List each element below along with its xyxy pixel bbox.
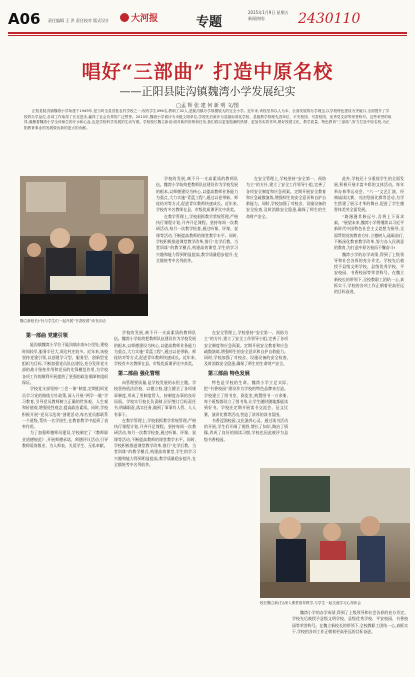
article-intro: 正阳县陡沟镇魏湾小学始建于1949年,是当时全县首批农村学校之一,现有学生496名,教职工32人,是陡沟镇办学规模较大的完全小学。近年来,该校坚持以人为本、全面发展的办学理念,以学校特色建设为突破口,全面提升了学校的办学品位,各项工作取得了长足进步,赢得了社会各界的广泛赞誉。2015年,魏湾小学被评为市级文明单位,学校先后被评为县级标准化学校、县级教学管理先进单位、平安校园、书香校园、优秀党支部等荣誉称号。这些荣誉的取得,凝聚着魏湾小学全体师生的汗水和心血,也是学校科学发展的生动写照。学校校长魏立新说:面对新的形势和任务,我们将以更加饱满的热情、更加务实的作风,唱好校园文化、教学质量、特色教育“三部曲”,努力打造中原名校,为正阳教育事业的发展做出新的更大的贡献。	[24, 109, 392, 130]
page-header	[8, 8, 407, 30]
section-heading-1: 第一部曲 党建引领	[26, 333, 68, 339]
col2-para-1: 学校的发展,离不开一支高素质的教师队伍。魏湾小学始终把教师队伍建设作为学校发展的根本,以师德建设为核心,以提高教师业务能力为重点,大力实施“青蓝工程”,通过以老带新、师徒结对等方式,促进青年教师快速成长。近年来,学校有多名教师在县、市级优质课评比中获奖。	[114, 330, 196, 367]
page-number: A06	[8, 10, 41, 28]
column-1	[22, 330, 108, 670]
col3top-para: 在安全管理上,学校坚持“安全第一、预防为主”的方针,建立了安全工作领导小组,完善了各项安全制度和应急预案。定期开展安全教育和应急疏散演练,增强师生的安全意识和自护自救能力。同时,学校加强了对校舍、设施设备的安全检查,及时消除安全隐患,确保了师生的生命财产安全。	[246, 176, 326, 219]
newspaper-logo	[120, 11, 158, 24]
col1-para-2: 学校党支部坚持“三会一课”制度,定期组织党员学习党的路线方针政策,深入开展“两学一做”学习教育,引导党员教师树立正确的世界观、人生观和价值观,增强党性观念,提高政治素质。同时,学校积极开展“党员示范岗”创建活动,每名党员都联系一个班级,帮扶一名学困生,在教育教学中起到了表率作用。	[22, 386, 108, 430]
col2-para-2: 向管理要质量,是学校发展的永恒主题。学校坚持依法治校、以德立校,建立健全了各项规章制度,形成了用制度管人、按制度办事的良好局面。学校实行校长负责制,层层签订目标责任书,明确职责,落实任务,做到了事事有人管、人人有事干。	[114, 380, 196, 417]
photo1-caption: 魏立新校长(中)与学生们一起开展“书香校园”读书活动	[20, 319, 106, 323]
col1-para-3: 为了加强师德师风建设,学校制定了《教师职业道德规范》,开展师德承诺、师德评议活动,引导教师爱岗敬业、为人师表、关爱学生、无私奉献。	[22, 430, 108, 449]
article-subtitle: ——正阳县陡沟镇魏湾小学发展纪实	[119, 85, 296, 98]
editor-signature: 2430110	[298, 11, 361, 27]
col3-para-2: 特色是学校的生命。魏湾小学立足实际,把“书香校园”建设作为学校的特色品牌来打造。学校建立了图书室、阅览室,购置图书一万余册,每个班级都设立了图书角,让学生随时随地都能读到好书。学校还定期开展读书交流会、征文比赛、演讲比赛等活动,营造了浓厚的读书氛围。	[204, 380, 288, 417]
header-meta: 责任编辑 王 洪 责任校对 版式设计	[48, 18, 110, 23]
photo2-caption: 校长魏立新(右)深入课堂指导教学,与学生一起交流学习心得体会	[260, 601, 361, 605]
col1-para-1: 陡沟镇魏湾小学位于陡沟镇东南5公里处,建校时间较早,服务半径大,周边村庄较多。近年来,该校坚持党建引领,以创建学习型、服务型、创新型党组织为目标,不断加强党员队伍建设,充分发挥党支部的战斗堡垒作用和党员的先锋模范作用,为学校各项工作的顺利开展提供了坚强的政治保障和组织保证。	[22, 342, 108, 386]
column-4	[334, 176, 404, 466]
header-date: 2015年1月9日 星期五	[248, 10, 289, 15]
col4-para-3: 魏湾小学的办学成绩,得到了上级领导和社会各界的充分肯定。学校先后被授予县级文明学校、县级优秀学校、平安校园、书香校园等荣誉称号。在魏立新校长的带领下,全校教职工团结一心,真抓实干,学校的各项工作正朝着更高更远的目标奋进。	[334, 251, 404, 295]
photo2-illustration	[260, 468, 410, 598]
logo-mark-icon	[120, 13, 129, 22]
photo-principal-with-students	[20, 176, 148, 316]
col3-para-1: 在安全管理上,学校坚持“安全第一、预防为主”的方针,建立了安全工作领导小组,完善了各项安全制度和应急预案。定期开展安全教育和应急疏散演练,增强师生的安全意识和自护自救能力。同时,学校加强了对校舍、设施设备的安全检查,及时消除安全隐患,确保了师生的生命财产安全。	[204, 330, 288, 367]
col4-bottom-para: 魏湾小学的办学成绩,得到了上级领导和社会各界的充分肯定。学校先后被授予县级文明学校、县级优秀学校、平安校园、书香校园等荣誉称号。在魏立新校长的带领下,全校教职工团结一心,真抓实干,学校的各项工作正朝着更高更远的目标奋进。	[292, 610, 408, 634]
header-rule	[8, 32, 407, 34]
section-heading-3: 第三部曲 特色发展	[208, 370, 250, 377]
section-title: 专题	[196, 15, 223, 30]
logo-text: 大河报	[131, 14, 159, 24]
header-right	[248, 10, 289, 22]
header-rule-thin	[8, 35, 407, 36]
col2top-para-b: 在教学管理上,学校狠抓教学常规管理,严格执行课程计划,开齐开足课程。坚持每周一次教研活动,每月一次教学检查,通过听课、评课、说课等活动,不断提高教师的课堂教学水平。同时,学校积极推进课堂教学改革,推行“先学后教、当堂训练”的教学模式,构建高效课堂,学生的学习兴趣和能力得到明显提高,教学质量稳步提升,在全镇统考中名列前茅。	[156, 213, 238, 263]
col3-para-3: 书香浸润校园,文化滋养心灵。通过读书活动的开展,学生们开阔了视野,增长了知识,陶冶了情操,养成了良好的阅读习惯,学校也因此被评为县级书香校园。	[204, 417, 288, 442]
col4-para-1: 此外,学校还十分重视学生的全面发展,积极开展丰富多彩的文体活动。每年举办春季运动会、“六一”文艺汇演、经典诵读比赛、书法绘画比赛等活动,为学生搭建了展示才华的舞台,促进了学生德智体美劳全面发展。	[334, 176, 404, 213]
section-heading-2: 第二部曲 强化管理	[118, 370, 160, 377]
col2top-para: 学校的发展,离不开一支高素质的教师队伍。魏湾小学始终把教师队伍建设作为学校发展的根本,以师德建设为核心,以提高教师业务能力为重点,大力实施“青蓝工程”,通过以老带新、师徒结对等方式,促进青年教师快速成长。近年来,学校有多名教师在县、市级优质课评比中获奖。	[156, 176, 238, 213]
header-hotline: 新闻热线:	[248, 16, 266, 21]
col2-para-3: 在教学管理上,学校狠抓教学常规管理,严格执行课程计划,开齐开足课程。坚持每周一次教研活动,每月一次教学检查,通过听课、评课、说课等活动,不断提高教师的课堂教学水平。同时,学校积极推进课堂教学改革,推行“先学后教、当堂训练”的教学模式,构建高效课堂,学生的学习兴趣和能力得到明显提高,教学质量稳步提升,在全镇统考中名列前茅。	[114, 417, 196, 467]
article-title: 唱好“三部曲” 打造中原名校	[81, 61, 334, 83]
article-byline: □孟 辉 张 建 何 新 明 文/图	[176, 103, 239, 109]
col4-para-2: “路漫漫其修远兮,吾将上下而求索。”展望未来,魏湾小学将继续以习近平新时代中国特色社会主义思想为指导,全面贯彻党的教育方针,立德树人,砥砺前行,不断深化教育教学改革,努力办人民满意的教育,为打造中原名校而不懈奋斗!	[334, 213, 404, 251]
photo-classroom	[260, 468, 410, 598]
column-3-top	[246, 176, 326, 466]
photo-illustration	[20, 176, 148, 316]
column-4-bottom	[292, 610, 408, 670]
